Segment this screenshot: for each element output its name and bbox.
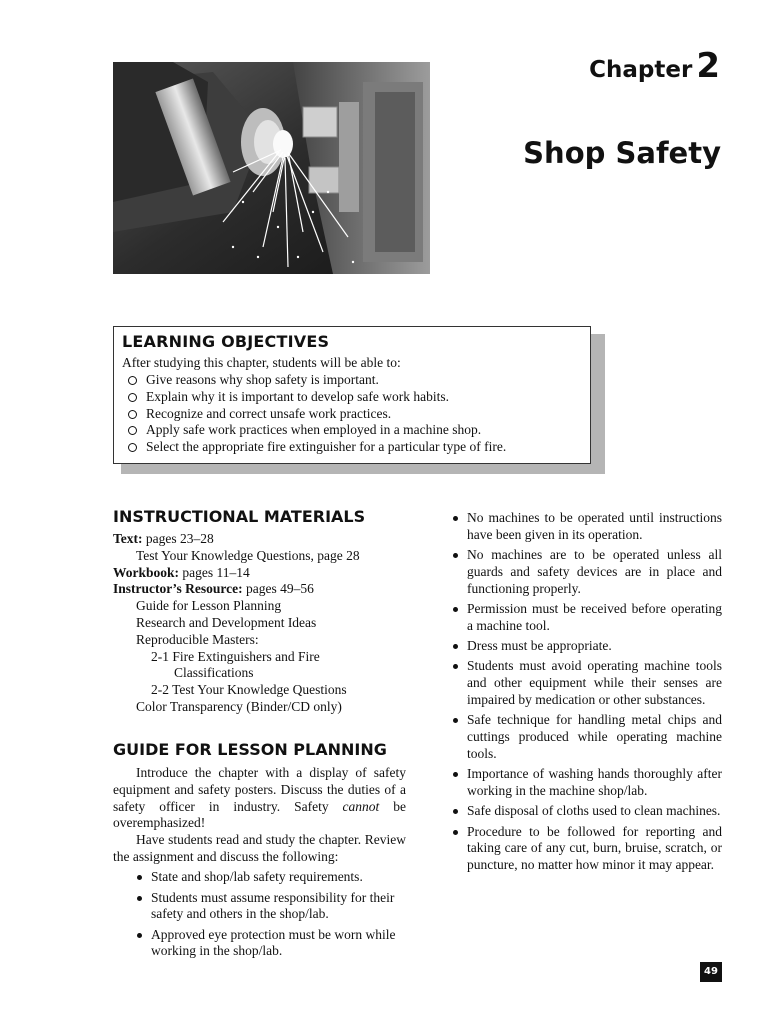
circle-bullet-icon <box>128 426 137 435</box>
chapter-photo <box>113 62 430 274</box>
page-number: 49 <box>700 962 722 982</box>
safety-bullet: Permission must be received before operating a machine tool. <box>451 601 722 635</box>
objective-item <box>128 372 506 389</box>
safety-bullet: Safe disposal of cloths used to clean machines. <box>451 803 722 820</box>
machine-tool-image <box>113 62 430 274</box>
guide-paragraph-2: Have students read and study the chapter. Review the assignment and discuss the following: <box>113 832 406 864</box>
guide-p1-text: Introduce the chapter with a display of safety equipment and safety posters. Discuss the duties of a safety officer in industry. Safety <box>113 765 406 814</box>
guide-bullet: Students must assume responsibility for their safety and others in the shop/lab. <box>113 890 406 924</box>
resource-label: Instructor’s Resource: <box>113 581 243 597</box>
materials-workbook-row <box>113 565 413 582</box>
safety-bullet: No machines are to be operated unless all guards and safety devices are in place and functioning properly. <box>451 547 722 597</box>
chapter-title: Shop Safety <box>523 136 721 170</box>
materials-resource-row <box>113 581 413 598</box>
safety-bullet: Importance of washing hands thoroughly after working in the machine shop/lab. <box>451 766 722 800</box>
guide-body <box>113 765 406 960</box>
chapter-number: 2 <box>696 46 720 86</box>
safety-bullet: Procedure to be followed for reporting and taking care of any cut, burn, bruise, scratch, or puncture, no matter how minor it may appear. <box>451 824 722 874</box>
safety-bullet: Students must avoid operating machine tools and other equipment while their senses are impaired by medication or other substances. <box>451 658 722 708</box>
resource-item: Guide for Lesson Planning <box>136 598 282 614</box>
chapter-label <box>589 46 720 86</box>
materials-text-sub: Test Your Knowledge Questions, page 28 <box>136 547 360 563</box>
chapter-word: Chapter <box>589 57 693 83</box>
workbook-label: Workbook: <box>113 564 180 580</box>
resource-pages: pages 49–56 <box>242 581 314 597</box>
objectives-heading: LEARNING OBJECTIVES <box>122 332 330 351</box>
text-label: Text: <box>113 531 143 546</box>
objective-item <box>128 439 506 456</box>
emphasis-cannot: cannot <box>342 798 380 814</box>
transparency-item: Color Transparency (Binder/CD only) <box>136 698 342 714</box>
circle-bullet-icon <box>128 393 137 402</box>
text-pages: pages 23–28 <box>142 531 214 546</box>
objectives-intro: After studying this chapter, students will be able to: <box>122 355 401 370</box>
safety-bullet-list <box>451 510 722 874</box>
objective-item <box>128 406 506 423</box>
objective-item <box>128 389 506 406</box>
safety-bullet: No machines to be operated until instructions have been given in its operation. <box>451 510 722 544</box>
workbook-pages: pages 11–14 <box>179 564 250 580</box>
master-item-2: 2-2 Test Your Knowledge Questions <box>151 682 347 698</box>
learning-objectives-box <box>113 326 591 464</box>
objective-text: Explain why it is important to develop safe work habits. <box>146 388 449 404</box>
objective-item <box>128 422 506 439</box>
right-column <box>451 510 722 877</box>
objective-text: Select the appropriate fire extinguisher for a particular type of fire. <box>146 439 507 455</box>
materials-text-row <box>113 531 413 548</box>
master-item-1-cont: Classifications <box>174 665 254 681</box>
circle-bullet-icon <box>128 443 137 452</box>
guide-bullet: State and shop/lab safety requirements. <box>113 869 406 886</box>
guide-bullet: Approved eye protection must be worn while working in the shop/lab. <box>113 927 406 961</box>
circle-bullet-icon <box>128 410 137 419</box>
resource-item: Reproducible Masters: <box>136 631 259 647</box>
safety-bullet: Dress must be appropriate. <box>451 638 722 655</box>
guide-bullet-list <box>113 869 406 960</box>
objective-text: Apply safe work practices when employed in a machine shop. <box>146 422 482 438</box>
safety-bullet: Safe technique for handling metal chips and cuttings produced while operating machine tools. <box>451 712 722 762</box>
circle-bullet-icon <box>128 376 137 385</box>
guide-paragraph-1 <box>113 765 406 832</box>
objective-text: Recognize and correct unsafe work practices. <box>146 405 392 421</box>
materials-heading: INSTRUCTIONAL MATERIALS <box>113 507 366 526</box>
materials-list <box>113 531 413 716</box>
guide-p1-end: be overemphasized! <box>113 798 406 831</box>
resource-item: Research and Development Ideas <box>136 614 317 630</box>
objectives-list <box>128 372 506 456</box>
objective-text: Give reasons why shop safety is important. <box>146 372 379 387</box>
master-item-1: 2-1 Fire Extinguishers and Fire <box>151 648 320 664</box>
guide-heading: GUIDE FOR LESSON PLANNING <box>113 740 387 759</box>
